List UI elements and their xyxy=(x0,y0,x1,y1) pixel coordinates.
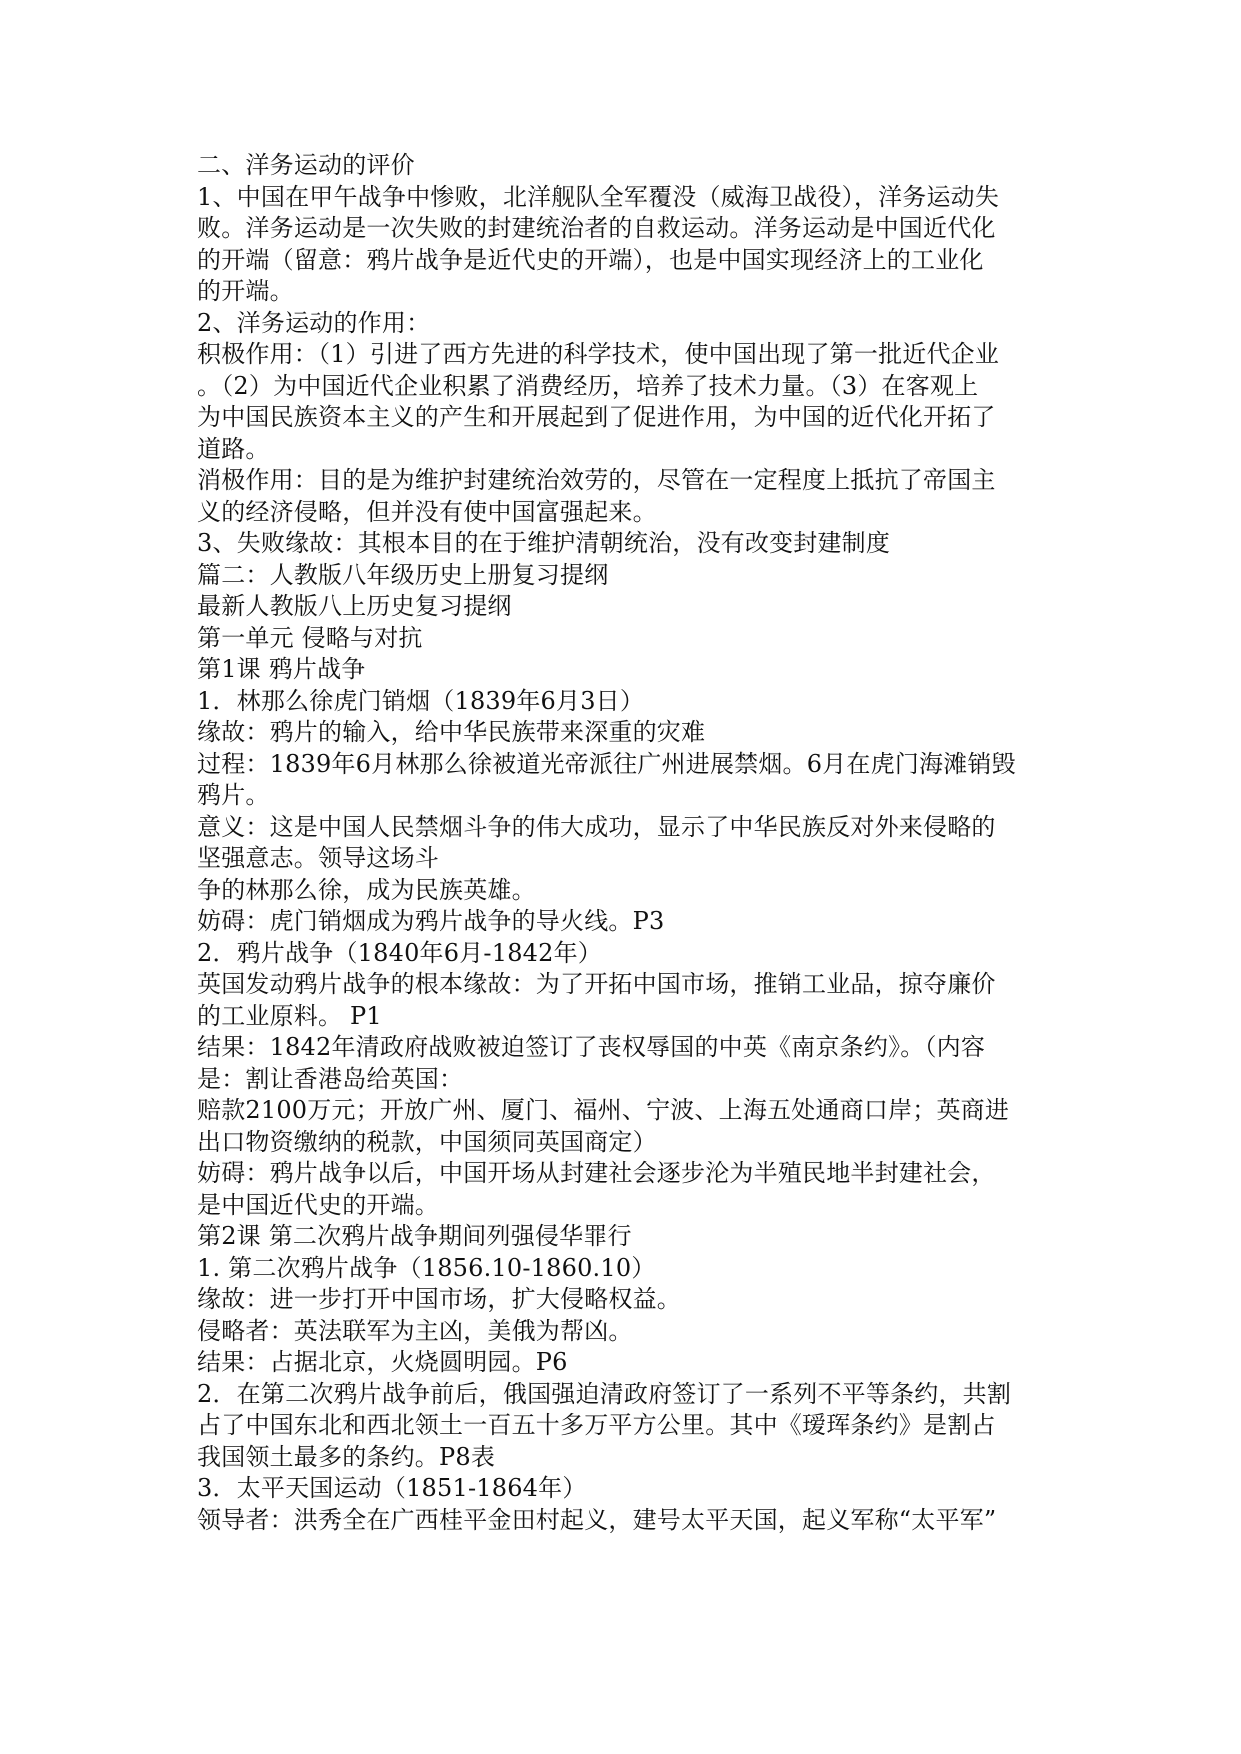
text-line: 过程：1839年6月林那么徐被道光帝派往广州进展禁烟。6月在虎门海滩销毁 xyxy=(197,749,1016,778)
text-line: 第一单元 侵略与对抗 xyxy=(197,623,423,652)
text-line: 为中国民族资本主义的产生和开展起到了促进作用，为中国的近代化开拓了 xyxy=(197,403,996,431)
text-line: 2．鸦片战争（1840年6月-1842年） xyxy=(197,938,603,967)
text-line: 出口物资缴纳的税款，中国须同英国商定） xyxy=(197,1127,657,1156)
text-line: 妨碍：虎门销烟成为鸦片战争的导火线。P3 xyxy=(197,907,665,935)
text-line: 我国领土最多的条约。P8表 xyxy=(197,1442,496,1471)
text-line: 义的经济侵略，但并没有使中国富强起来。 xyxy=(197,497,657,526)
text-line: 结果：占据北京，火烧圆明园。P6 xyxy=(197,1348,568,1376)
text-line: 二、洋务运动的评价 xyxy=(197,151,415,179)
text-line: 坚强意志。领导这场斗 xyxy=(197,844,439,872)
text-line: 是：割让香港岛给英国： xyxy=(197,1064,464,1093)
text-line: 的开端。 xyxy=(197,277,294,305)
text-line: 1. 第二次鸦片战争（1856.10-1860.10） xyxy=(197,1253,656,1282)
text-line: 。（2）为中国近代企业积累了消费经历，培养了技术力量。（3）在客观上 xyxy=(197,371,979,400)
text-line: 最新人教版八上历史复习提纲 xyxy=(197,592,512,620)
text-line: 1．林那么徐虎门销烟（1839年6月3日） xyxy=(197,686,645,715)
text-line: 1、中国在甲午战争中惨败，北洋舰队全军覆没（威海卫战役），洋务运动失 xyxy=(197,182,1000,211)
text-line: 领导者：洪秀全在广西桂平金田村起义，建号太平天国，起义军称“太平军” xyxy=(197,1505,997,1534)
text-line: 意义：这是中国人民禁烟斗争的伟大成功，显示了中华民族反对外来侵略的 xyxy=(197,812,996,841)
text-line: 妨碍：鸦片战争以后，中国开场从封建社会逐步沦为半殖民地半封建社会， xyxy=(197,1159,996,1187)
text-line: 2．在第二次鸦片战争前后，俄国强迫清政府签订了一系列不平等条约，共割 xyxy=(197,1379,1012,1408)
text-line: 消极作用：目的是为维护封建统治效劳的，尽管在一定程度上抵抗了帝国主 xyxy=(197,466,996,494)
text-line: 的开端（留意：鸦片战争是近代史的开端），也是中国实现经济上的工业化 xyxy=(197,245,984,274)
text-line: 积极作用：（1）引进了西方先进的科学技术，使中国出现了第一批近代企业 xyxy=(197,340,1000,368)
text-line: 争的林那么徐，成为民族英雄。 xyxy=(197,875,536,904)
text-line: 第1课 鸦片战争 xyxy=(197,655,366,683)
text-line: 结果：1842年清政府战败被迫签订了丧权辱国的中英《南京条约》。（内容 xyxy=(197,1033,986,1061)
text-line: 3、失败缘故：其根本目的在于维护清朝统治，没有改变封建制度 xyxy=(197,529,891,557)
text-line: 2、洋务运动的作用： xyxy=(197,308,431,337)
text-line: 3．太平天国运动（1851-1864年） xyxy=(197,1474,587,1502)
text-line: 第2课 第二次鸦片战争期间列强侵华罪行 xyxy=(197,1222,632,1250)
text-line: 缘故：进一步打开中国市场，扩大侵略权益。 xyxy=(197,1285,681,1313)
text-line: 赔款2100万元；开放广州、厦门、福州、宁波、上海五处通商口岸；英商进 xyxy=(197,1096,1010,1124)
text-line: 鸦片。 xyxy=(197,781,270,809)
text-line: 是中国近代史的开端。 xyxy=(197,1190,439,1219)
text-line: 缘故：鸦片的输入，给中华民族带来深重的灾难 xyxy=(197,718,706,746)
text-line: 占了中国东北和西北领土一百五十多万平方公里。其中《瑷珲条约》是割占 xyxy=(197,1411,996,1439)
text-line: 篇二：人教版八年级历史上册复习提纲 xyxy=(197,560,609,589)
text-line: 败。洋务运动是一次失败的封建统治者的自救运动。洋务运动是中国近代化 xyxy=(197,214,996,242)
document-body xyxy=(197,150,1057,1536)
text-line: 道路。 xyxy=(197,434,270,463)
text-line: 的工业原料。 P1 xyxy=(197,1001,382,1030)
text-line: 英国发动鸦片战争的根本缘故：为了开拓中国市场，推销工业品，掠夺廉价 xyxy=(197,970,996,998)
text-line: 侵略者：英法联军为主凶，美俄为帮凶。 xyxy=(197,1316,633,1345)
